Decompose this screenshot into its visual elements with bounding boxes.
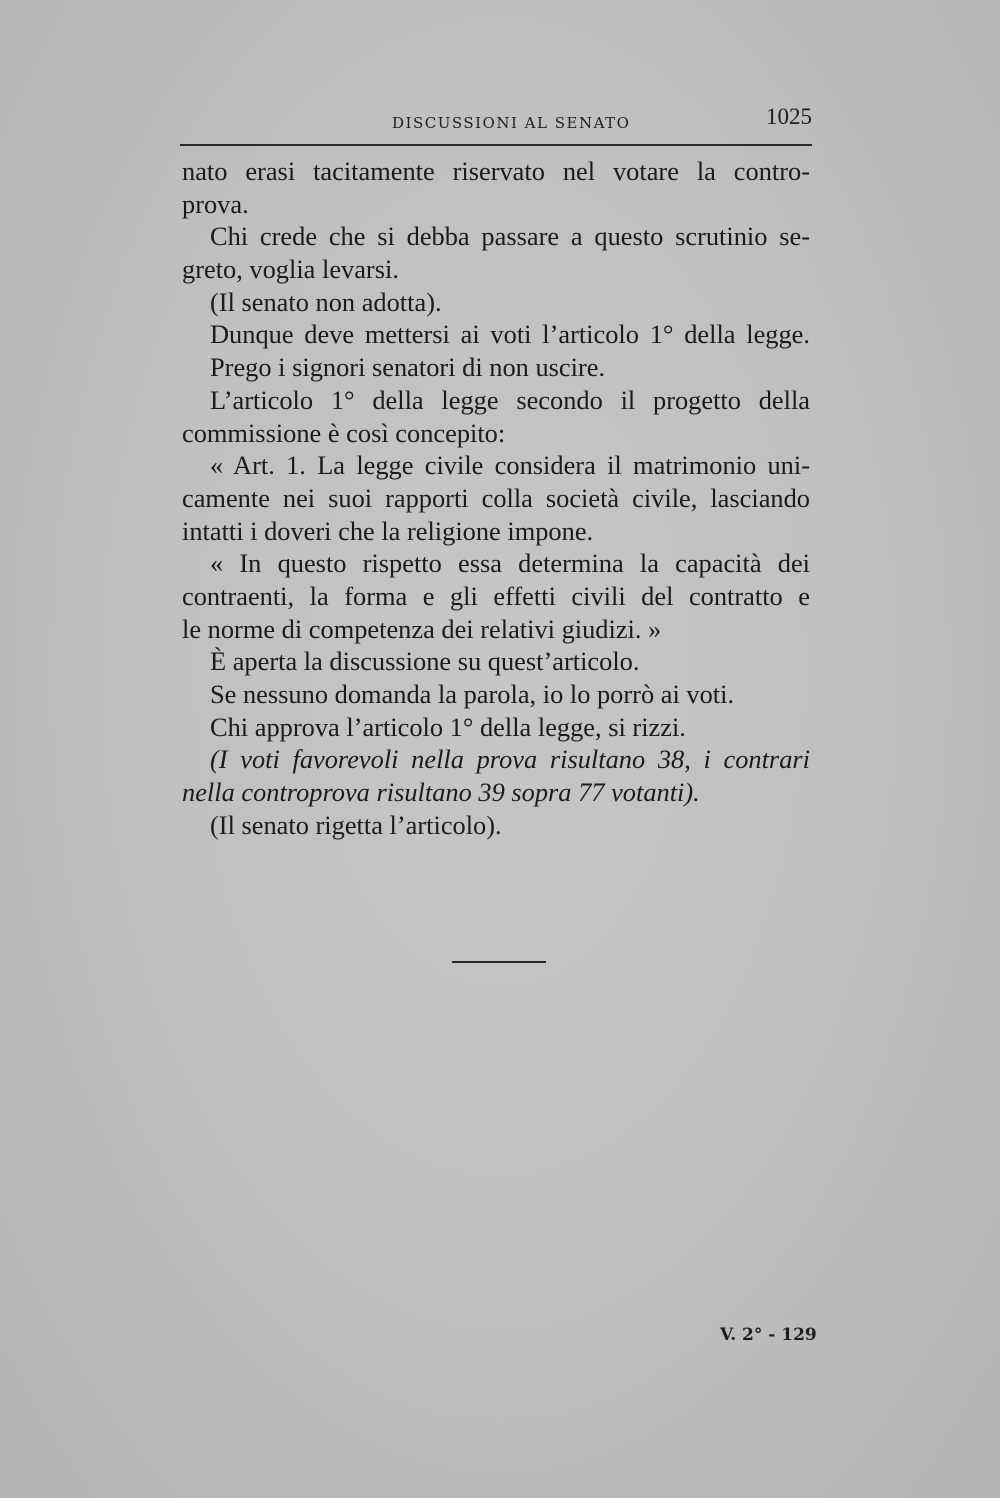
text-line: nato erasi tacitamente riservato nel votare la contro- [182, 156, 810, 186]
text-line: commissione è così concepito: [182, 417, 506, 448]
text-line: « Art. 1. La legge civile considera il matrimonio uni- [210, 450, 810, 481]
running-head [180, 104, 812, 140]
text-line: camente nei suoi rapporti colla società civile, lasciando [182, 482, 810, 513]
text-line: greto, voglia levarsi. [182, 254, 399, 285]
text-line: Se nessuno domanda la parola, io lo porrò ai voti. [210, 679, 735, 709]
text-line: intatti i doveri che la religione impone. [182, 515, 594, 546]
body-text [182, 155, 810, 841]
text-line: (Il senato non adotta). [210, 286, 442, 317]
text-line: prova. [182, 188, 249, 219]
running-title: DISCUSSIONI AL SENATO [392, 114, 631, 132]
text-line: È aperta la discussione su quest’articolo. [210, 646, 640, 677]
text-line: le norme di competenza dei relativi giudizi. » [182, 613, 662, 644]
text-line: Prego i signori senatori di non uscire. [210, 352, 606, 383]
text-line: Dunque deve mettersi ai voti l’articolo 1° della legge. [210, 319, 810, 350]
text-line: Chi crede che si debba passare a questo scrutinio se- [210, 221, 810, 252]
text-line: (I voti favorevoli nella prova risultano 38, i contrari [210, 744, 810, 775]
text-line: nella controprova risultano 39 sopra 77 votanti). [182, 777, 700, 808]
signature-mark: V. 2° - 129 [720, 1325, 817, 1345]
text-line: (Il senato rigetta l’articolo). [210, 809, 502, 840]
text-line: L’articolo 1° della legge secondo il progetto della [210, 384, 810, 415]
text-line: Chi approva l’articolo 1° della legge, si rizzi. [210, 711, 686, 742]
header-rule [180, 144, 812, 146]
section-divider [452, 961, 546, 963]
text-line: contraenti, la forma e gli effetti civili del contratto e [182, 580, 810, 611]
page-number: 1025 [766, 104, 812, 129]
text-line: « In questo rispetto essa determina la capacità dei [210, 548, 810, 579]
